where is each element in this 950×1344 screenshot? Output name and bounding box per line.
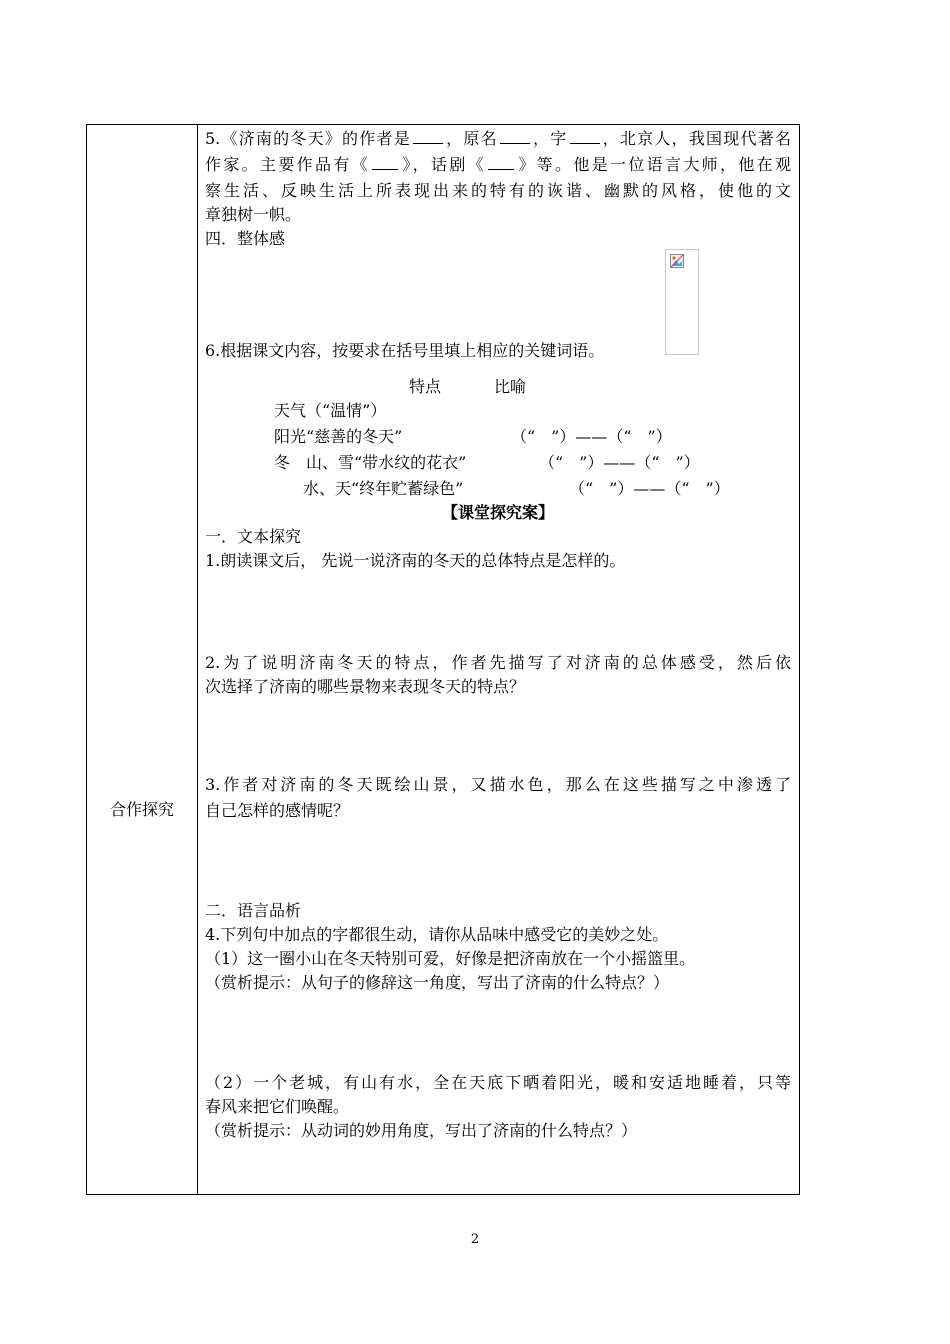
q4-text: 4.下列句中加点的字都很生动，请你从品味中感受它的美妙之处。 <box>205 925 669 944</box>
content-cell <box>205 125 791 1194</box>
q3-line-1: 3.作者对济南的冬天既绘山景，又描水色，那么在这些描写之中渗透了 <box>205 775 791 794</box>
table6-row-water: 水、天“终年贮蓄绿色” <box>303 479 464 498</box>
q4-sentence-2-hint: （赏析提示：从动词的妙用角度，写出了济南的什么特点？） <box>205 1121 638 1140</box>
q4-sentence-2-line-2: 春风来把它们唤醒。 <box>205 1097 350 1116</box>
blank-drama <box>488 153 514 170</box>
section-2-title: 二．语言品析 <box>205 901 302 920</box>
broken-image-icon <box>670 254 684 268</box>
q2-line-2: 次选择了济南的哪些景物来表现冬天的特点？ <box>205 677 526 696</box>
table6-row-sun: 阳光“慈善的冬天” <box>274 427 403 446</box>
q2-line-1: 2.为了说明济南冬天的特点，作者先描写了对济南的总体感受，然后依 <box>205 653 791 672</box>
blank-original-name <box>500 127 530 144</box>
q3-line-2: 自己怎样的感情呢？ <box>205 801 350 820</box>
blank-works <box>372 153 398 170</box>
page-number: 2 <box>470 1232 480 1247</box>
q4-sentence-1-hint: （赏析提示：从句子的修辞这一角度，写出了济南的什么特点？） <box>205 973 670 992</box>
q4-sentence-1: （1）这一圈小山在冬天特别可爱，好像是把济南放在一个小摇篮里。 <box>205 949 696 968</box>
table6-row-weather: 天气（“温情”） <box>274 401 387 420</box>
table6-header-feature: 特点 <box>409 377 442 396</box>
table6-row-mountain-blank: （“ ”）——（“ ”） <box>539 453 700 472</box>
table6-row-water-blank: （“ ”）——（“ ”） <box>569 479 730 498</box>
q5-line-1: 5.《济南的冬天》的作者是 ，原名 ，字 ，北京人，我国现代著名 <box>205 129 791 148</box>
section-1-title: 一．文本探究 <box>205 527 302 546</box>
blank-courtesy-name <box>570 127 600 144</box>
table6-row-mountain: 冬 山、雪“带水纹的花衣” <box>274 453 467 472</box>
q5-line-3: 察生活、反映生活上所表现出来的特有的诙谐、幽默的风格，使他的文 <box>205 181 791 200</box>
table6-header-metaphor: 比喻 <box>494 377 527 396</box>
table6-row-sun-blank: （“ ”）——（“ ”） <box>511 427 672 446</box>
q5-line-2: 作家。主要作品有《 》，话剧《 》等。他是一位语言大师，他在观 <box>205 155 791 174</box>
main-table <box>86 124 800 1195</box>
blank-author <box>413 127 443 144</box>
q4-sentence-2-line-1: （2）一个老城，有山有水，全在天底下晒着阳光，暖和安适地睡着，只等 <box>205 1073 791 1092</box>
q6-text: 6.根据课文内容，按要求在括号里填上相应的关键词语。 <box>205 341 605 360</box>
q1-text: 1.朗读课文后， 先说一说济南的冬天的总体特点是怎样的。 <box>205 551 626 570</box>
q5-line-4: 章独树一帜。 <box>205 205 302 224</box>
section-4-title: 四．整体感 <box>205 229 286 248</box>
section-label: 合作探究 <box>109 800 174 819</box>
class-inquiry-title: 【课堂探究案】 <box>441 503 554 522</box>
column-divider <box>197 125 198 1194</box>
